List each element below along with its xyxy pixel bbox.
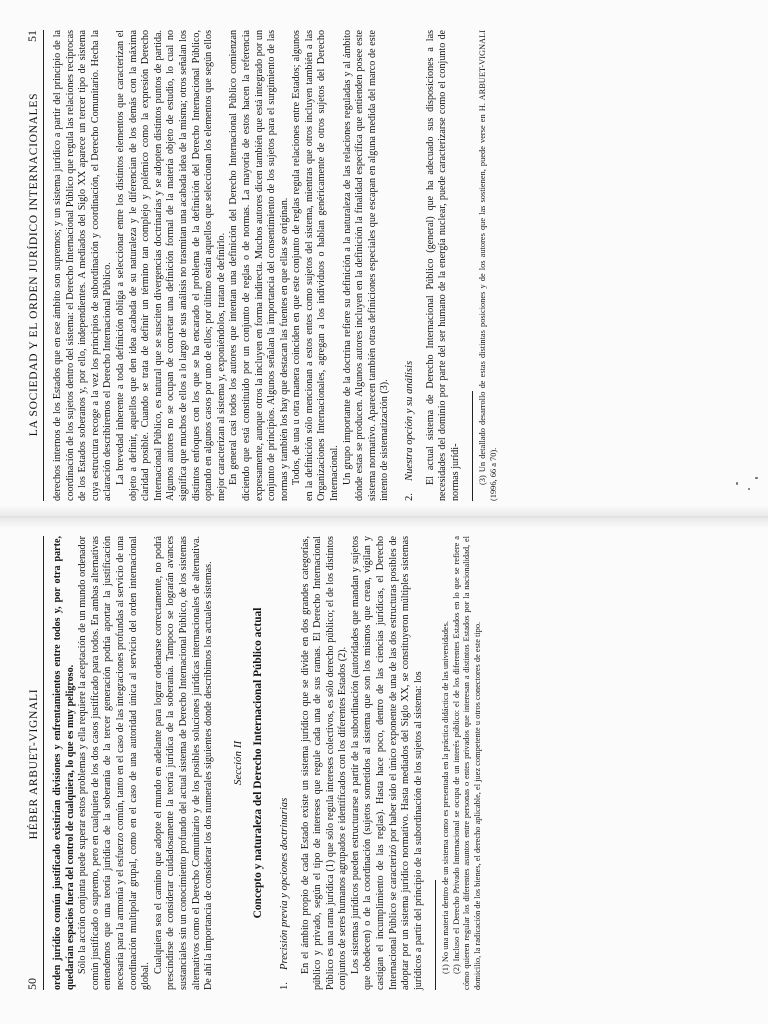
body-paragraph: derechos internos de los Estados que en ese ámbito son supremos; y un sistema jurídico a partir del principio de la coordinación de los sujetos dentro del sistema: el Derecho Internacional Público que regula las relaciones recíprocas de los Estados soberanos y, por ello, independientes. A mediados del Siglo XX aparece un tercer tipo de sistema cuya estructura recoge a la vez los principios de subordinación y coordinación, el Derecho Comunitario. Hecha la aclaración describiremos el Derecho Internacional Público. <box>52 30 114 501</box>
section-label: Sección II <box>231 740 244 786</box>
left-page-body <box>52 536 738 990</box>
right-page-body <box>52 30 738 501</box>
subsection-number: 1. <box>278 982 290 990</box>
scan-speck <box>748 488 750 490</box>
body-paragraph: En general casi todos los autores que intentan una definición del Derecho Internacional Público comienzan diciendo que está constituido por un conjunto de reglas o de normas. La mayoría de estos hacen la referencia expresamente, aunque otros la incluyen en forma indirecta. Muchos autores dicen también que está integrado por un conjunto de principios. Algunos señalan la importancia del consentimiento de los sujetos para el surgimiento de las normas y también los hay que destacan las fuentes en que ellas se originan. <box>228 30 290 501</box>
running-head-title: HÉBER ARBUET-VIGNALI <box>28 688 40 840</box>
subsection-title: Precisión previa y opciones doctrinarias <box>278 797 290 970</box>
body-paragraph: El actual sistema de Derecho Internacional Público (general) que ha adecuado sus disposiciones a las necesidades del dominio por parte del ser humano de la energía nuclear, puede caracterizarse como el conjunto de normas jurídi- <box>424 30 461 501</box>
subsection-title: Nuestra opción y su análisis <box>404 360 416 481</box>
scan-speck <box>755 477 758 479</box>
running-head-title: LA SOCIEDAD Y EL ORDEN JURÍDICO INTERNACIONALES <box>28 92 40 437</box>
subsection-heading <box>279 536 292 990</box>
subsection-heading <box>404 30 417 501</box>
body-paragraph: Los sistemas jurídicos pueden estructurarse a partir de la subordinación (autoridades que mandan y sujetos que obedecen) o de la coordinación (sujetos sometidos al sistema que son los mismos que crean, vigilan y castigan el incumplimiento de las reglas). Hasta hace poco, dentro de las ciencias jurídicas, el Derecho Internacional Público se caracterizó por haber sido el único exponente de una de las dos estructuras posibles de adoptar por un sistema jurídico normativo. Hasta mediados del Siglo XX, se constituyeron múltiples sistemas jurídicos a partir del principio de la subordinación de los sujetos al sistema: los <box>349 536 424 990</box>
right-running-head <box>20 30 44 501</box>
section-title: Concepto y naturaleza del Derecho Internacional Público actual <box>252 607 265 919</box>
footnote: (2) Incluso el Derecho Privado Internacional se ocupa de un interés público: el de los diferentes Estados en lo que se refiere a cómo quieren regular los diferentes asuntos entre personas o entes privados que interesan a distintos Estados por la nacionalidad, el domicilio, la radicación de los bienes, el derecho aplicable, el juez competente u otros conectores de este tipo. <box>451 536 482 990</box>
body-paragraph: Todos, de una u otra manera coinciden en que este conjunto de reglas regula relaciones entre Estados; algunos en la definición sólo mencionan a estos entes como sujetos del sistema, mientras que otros incluyen también a las Organizaciones Internacionales, agregan a los individuos o hablan genéricamente de otros sujetos del Derecho Internacional. <box>291 30 341 501</box>
body-paragraph: La brevedad inherente a toda definición obliga a seleccionar entre los distintos elementos que caracterizan el objeto a definir, aquellos que den idea acabada de su naturaleza y le diferencian de los demás con la máxima claridad posible. Cuando se trata de definir un término tan complejo y polémico como la expresión Derecho Internacional Público, es natural que se susciten divergencias doctrinarias y se adopten distintos puntos de partida. Algunos autores no se ocupan de concretar una definición formal de la materia objeto de estudio, lo cual no significa que muchos de ellos a lo largo de sus análisis no trasmitan una acabada idea de la misma; otros señalan los distintos enfoques con los que se ha encarado el problema de la definición del Derecho Internacional Público, optando en algunos casos por uno de ellos; por último están aquellos que seleccionan los elementos que según ellos mejor caracterizan al sistema y, exponiéndolos, tratan de definirlo. <box>114 30 227 501</box>
footnote-rule <box>435 880 436 990</box>
page-number: 51 <box>25 30 39 43</box>
body-paragraph: Cualquiera sea el camino que adopte el mundo en adelante para lograr ordenarse correctamente, no podrá prescindirse de considerar cuidadosamente la teoría jurídica de la soberanía. Tampoco se lograrán avances sustanciales sin un conocimiento profundo del actual sistema de Derecho Internacional Público, de los sistemas alternativos como el Derecho Comunitario y de los posibles soluciones jurídicas internacionales de alternativa. De ahí la importancia de considerar los dos numerales siguientes donde describimos los actuales sistemas. <box>152 536 215 990</box>
right-page <box>0 0 768 509</box>
scan-speck <box>736 482 738 485</box>
footnote: (3) Un detallado desarrollo de estas distintas posiciones y de los autores que las sostienen, puede verse en H. ARBUET-VIGNALI (1996, 66 a 70). <box>478 30 498 501</box>
footnote-rule <box>472 391 473 501</box>
page-number: 50 <box>25 978 39 990</box>
left-page <box>0 524 768 1024</box>
body-paragraph: Sólo la acción conjunta puede superar estos problemas y ella requiere la aceptación de un mundo ordenador común justificado o supremo, pero en cualquiera de los dos casos justificado para todos. En ambas alternativas entendemos que una teoría jurídica de la soberanía de la tercer generación podría aportar la justificación necesaria para la armonía y el esfuerzo común, tanto en el caso de las integraciones profundas al servicio de una coordinación multipolar grupal, como en el caso de una autoridad única al servicio del orden internacional global. <box>77 536 152 990</box>
footnote: (1) No una materia dentro de un sistema como es presentada en la práctica didáctica de las universidades. <box>441 620 451 974</box>
body-paragraph: orden jurídico común justificado existirían divisiones y enfrentamientos entre todos y, por otra parte, quedarían espacios fuera del control de cualquiera, lo que es muy peligroso. <box>52 536 76 990</box>
left-running-head <box>20 536 44 990</box>
body-paragraph: En el ámbito propio de cada Estado existe un sistema jurídico que se divide en dos grandes categorías, público y privado, según el tipo de intereses que regule cada una de sus ramas. El Derecho Internacional Público es una rama jurídica (1) que sólo regula intereses colectivos, es sólo derecho público; el de los distintos conjuntos de seres humanos agrupados e identificados con los diferentes Estados (2). <box>299 536 349 990</box>
body-paragraph: Un grupo importante de la doctrina refiere su definición a la naturaleza de las relaciones reguladas y al ámbito dónde estas se producen. Algunos autores incluyen en la definición la finalidad específica que entienden posee este sistema normativo. Aparecen también otras definiciones especiales que escapan en alguna medida del marco de este intento de sistematización (3). <box>341 30 391 501</box>
subsection-number: 2. <box>404 493 416 501</box>
